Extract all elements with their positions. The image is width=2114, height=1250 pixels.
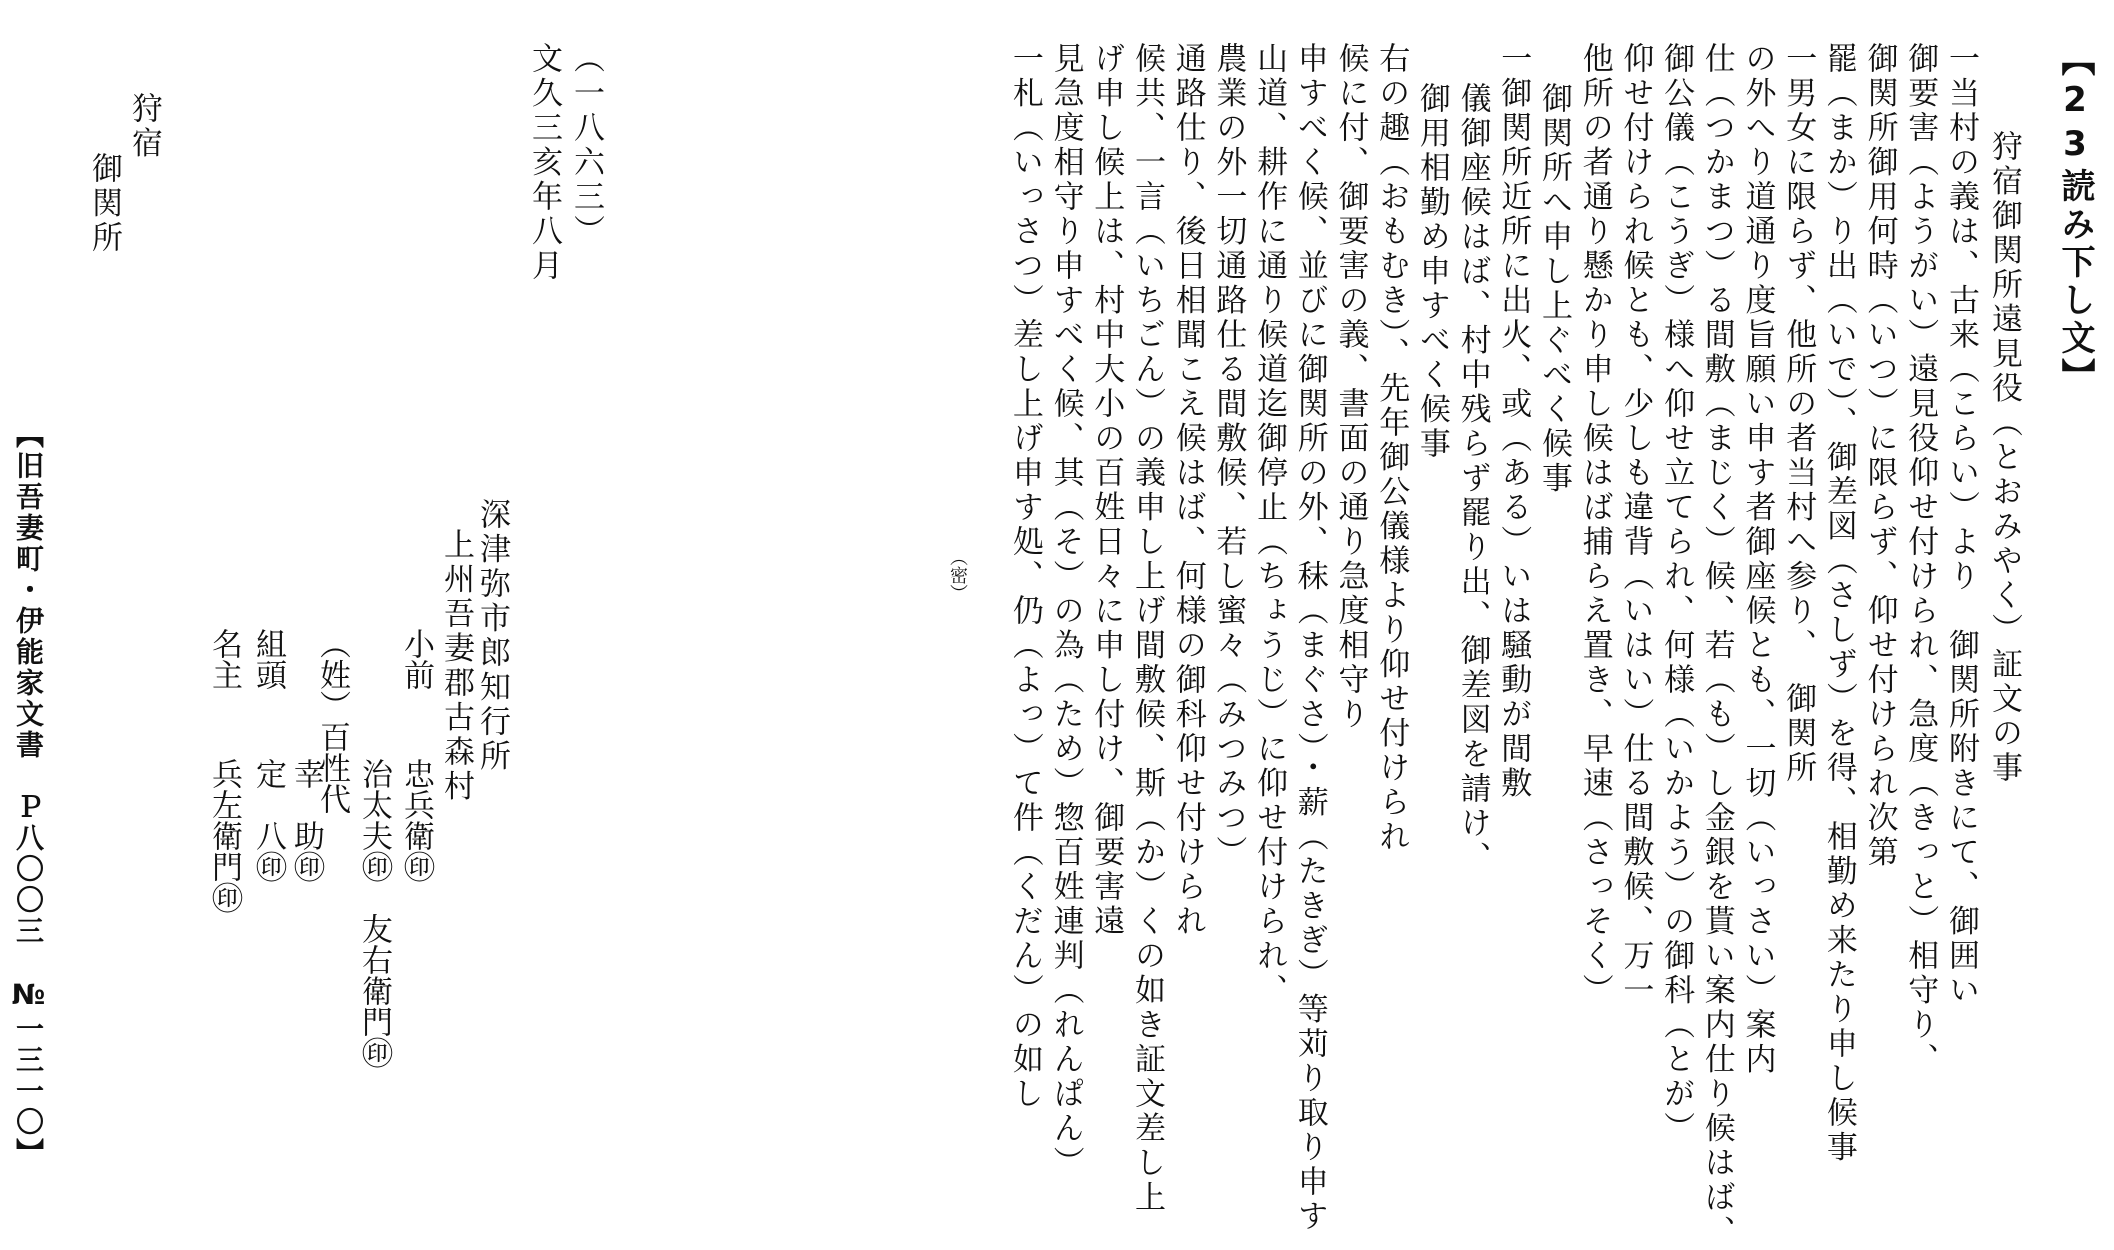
body-column: 山道、耕作に通り候道迄御停止（ちょうじ）に仰せ付けられ、 <box>1251 42 1288 1008</box>
body-column: 御要害（ようがい）遠見役仰せ付けられ、急度（きっと）相守り、 <box>1902 42 1939 1077</box>
body-column: 一御関所近所に出火、或（ある）いは騒動が間敷 <box>1495 42 1532 801</box>
body-column: 一男女に限らず、他所の者当村へ参り、 御関所 <box>1780 42 1817 786</box>
addressee-line2: 御関所 <box>86 152 122 256</box>
body-column: 仰せ付けられ候とも、少しも違背（いはい）仕る間敷候、万一 <box>1617 42 1654 1008</box>
date-era: 文久三亥年八月 <box>526 42 562 284</box>
date-western: （一八六三） <box>568 42 604 249</box>
fief-name: 深津弥市郎知行所 <box>474 498 510 774</box>
body-column: 一札（いっさつ）差し上げ申す処、仍（よっ）て件（くだん）の如し <box>1006 42 1043 1112</box>
signatory-chubei: 忠兵衛㊞ <box>398 758 434 882</box>
signatory-sadahachi: 定 八㊞ <box>250 758 286 882</box>
document-title: 狩宿御関所遠見役（とおみやく）証文の事 <box>1986 130 2022 786</box>
signatory-pair-text: 治太夫㊞ 友右衛門㊞ <box>356 758 392 1068</box>
signatory-heizaemon: 兵左衛門㊞ <box>206 758 242 913</box>
body-column: 農業の外一切通路仕る間敷候、若し蜜々（みつみつ） <box>1210 42 1247 870</box>
body-column: 右の趣（おもむき）、先年御公儀様より仰せ付けられ <box>1373 42 1410 855</box>
body-column: 御関所へ申し上ぐべく候事 <box>1536 82 1572 496</box>
body-column: 一当村の義は、古来（こらい）より 御関所附きにて、御囲い <box>1943 42 1979 1008</box>
source-citation: 【旧吾妻町・伊能家文書 Ｐ八〇〇三 №一三一〇】 <box>12 420 45 1169</box>
body-column: 仕（つかまつ）る間敷（まじく）候、若（も）し金銀を貰い案内仕り候はば、 <box>1698 42 1735 1250</box>
body-column: げ申し候上は、村中大小の百姓日々に申し付け、御要害遠 <box>1088 42 1125 939</box>
body-column: 見急度相守り申すべく候、其（そ）の為（ため）惣百姓連判（れんぱん） <box>1047 42 1084 1181</box>
role-komae: 小前 <box>398 628 434 690</box>
body-column: 御用相勤め申すべく候事 <box>1413 82 1450 462</box>
body-column: 申すべく候、並びに御関所の外、秣（まぐさ）・薪（たきぎ）等苅り取り申す <box>1291 42 1328 1234</box>
role-nanushi: 名主 <box>206 628 242 690</box>
body-column: 通路仕り、後日相聞こえ候はば、何様の御科仰せ付けられ <box>1169 42 1206 939</box>
role-kumigashira: 組頭 <box>250 628 286 690</box>
body-column: の外へり道通り度旨願い申す者御座候とも、一切（いっさい）案内 <box>1739 42 1776 1077</box>
addressee-line1: 狩宿 <box>126 92 162 161</box>
body-column: 御関所御用何時（いつ）に限らず、仰せ付けられ次第 <box>1861 42 1898 870</box>
document-heading: 【23読み下し文】 <box>2055 42 2095 396</box>
body-column: 他所の者通り懸かり申し候はば捕らえ置き、早速（さっそく） <box>1576 42 1613 1008</box>
role-hyakushodai: （姓）百性代 <box>314 628 350 814</box>
village-name: 上州吾妻郡古森村 <box>438 528 474 804</box>
signatory-kosuke: 幸 助㊞ <box>288 758 324 882</box>
body-column: 候共、一言（いちごん）の義申し上げ間敷候、斯（か）くの如き証文差し上 <box>1129 42 1165 1215</box>
signatory-jidayu-tomouemon <box>356 758 392 1068</box>
ruby-note: （密） <box>947 548 968 602</box>
body-column: 儀御座候はば、村中残らず罷り出、御差図を請け、 <box>1454 82 1491 876</box>
body-column: 御公儀（こうぎ）様へ仰せ立てられ、何様（いかよう）の御科（とが） <box>1658 42 1695 1146</box>
body-column: 候に付、御要害の義、書面の通り急度相守り <box>1332 42 1369 732</box>
body-column: 罷（まか）り出（いで）、御差図（さしず）を得、相勤め来たり申し候事 <box>1820 42 1857 1165</box>
